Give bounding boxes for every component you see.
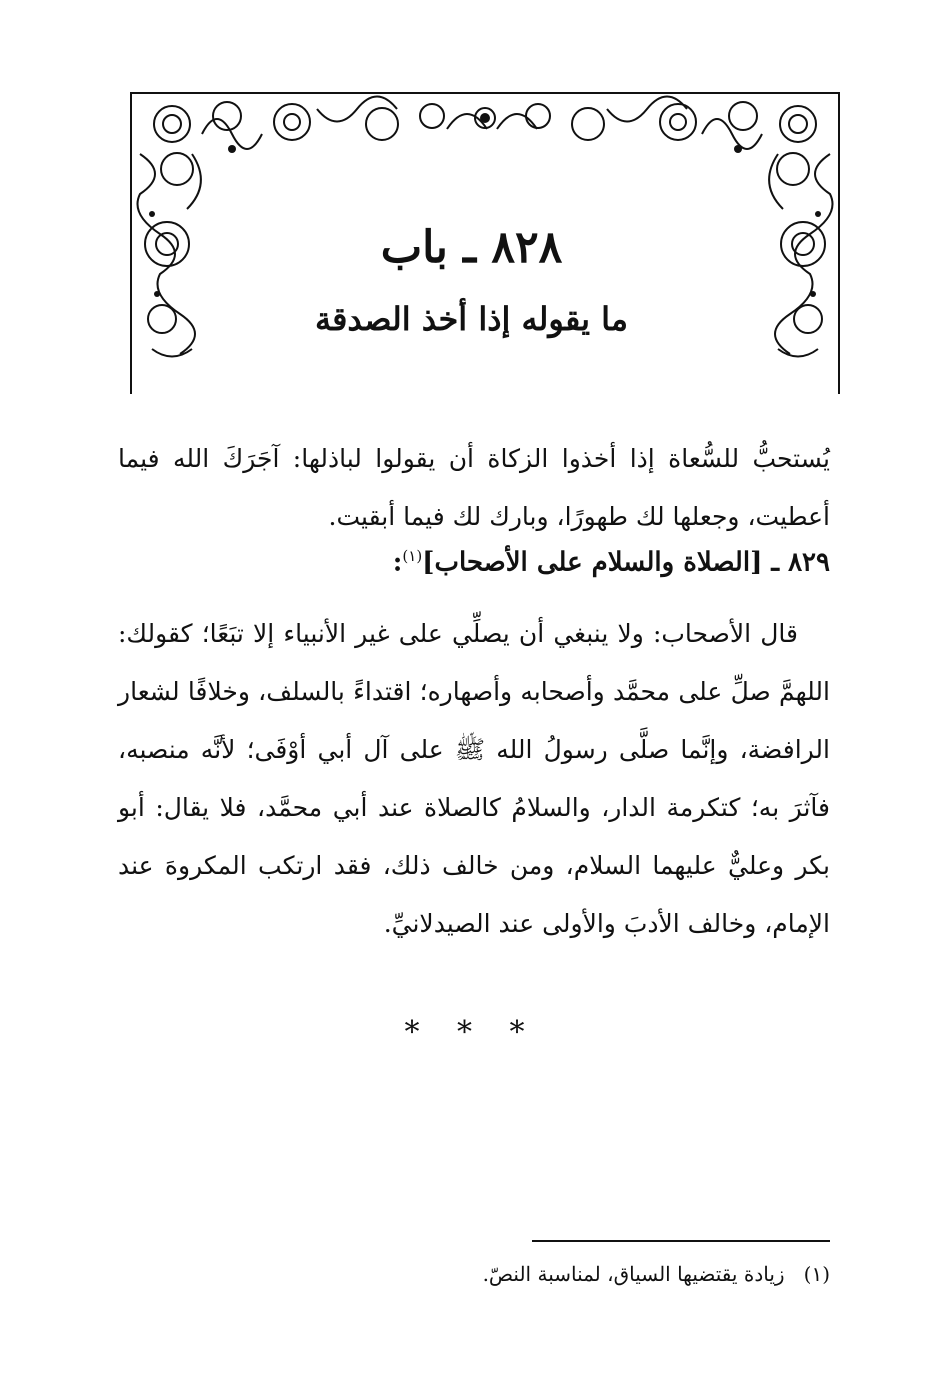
section-heading-text: ٨٢٩ ـ [الصلاة والسلام على الأصحاب] — [422, 547, 830, 578]
paragraph-salutation: قال الأصحاب: ولا ينبغي أن يصلِّي على غير الأنبياء إلا تبَعًا؛ كقولك: اللهمَّ صلِّ على محمَّد وأصحابه وأصهاره؛ اقتداءً بالسلف، وخلافًا لشعار الرافضة، وإنَّما صلَّى رسولُ الله ﷺ على آل أبي أوْفَى؛ لأنَّه منصبه، فآثرَ به؛ كتكرمة الدار، والسلامُ كالصلاة عند أبي محمَّد، فلا يقال: أبو بكر وعليٌّ عليهما السلام، ومن خالف ذلك، فقد ارتكب المكروهَ عند الإمام، وخالف الأدبَ والأولى عند الصيدلانيِّ. — [118, 619, 830, 938]
footnote-divider — [532, 1240, 830, 1242]
section-heading — [118, 547, 830, 578]
footnote-text: زيادة يقتضيها السياق، لمناسبة النصّ. — [482, 1262, 785, 1286]
paragraph-zakat: يُستحبُّ للسُّعاة إذا أخذوا الزكاة أن يقولوا لباذلها: آجَرَكَ الله فيما أعطيت، وجعلها لك طهورًا، وبارك لك فيما أبقيت. — [118, 444, 830, 531]
footnote — [300, 1262, 830, 1286]
chapter-number: ٨٢٨ ـ باب — [380, 222, 563, 273]
chapter-title: ما يقوله إذا أخذ الصدقة — [314, 300, 629, 338]
section-separator: * * * — [404, 1015, 539, 1050]
section-heading-suffix: : — [392, 547, 403, 578]
footnote-number: (١) — [803, 1262, 830, 1286]
footnote-marker: (١) — [402, 547, 423, 565]
